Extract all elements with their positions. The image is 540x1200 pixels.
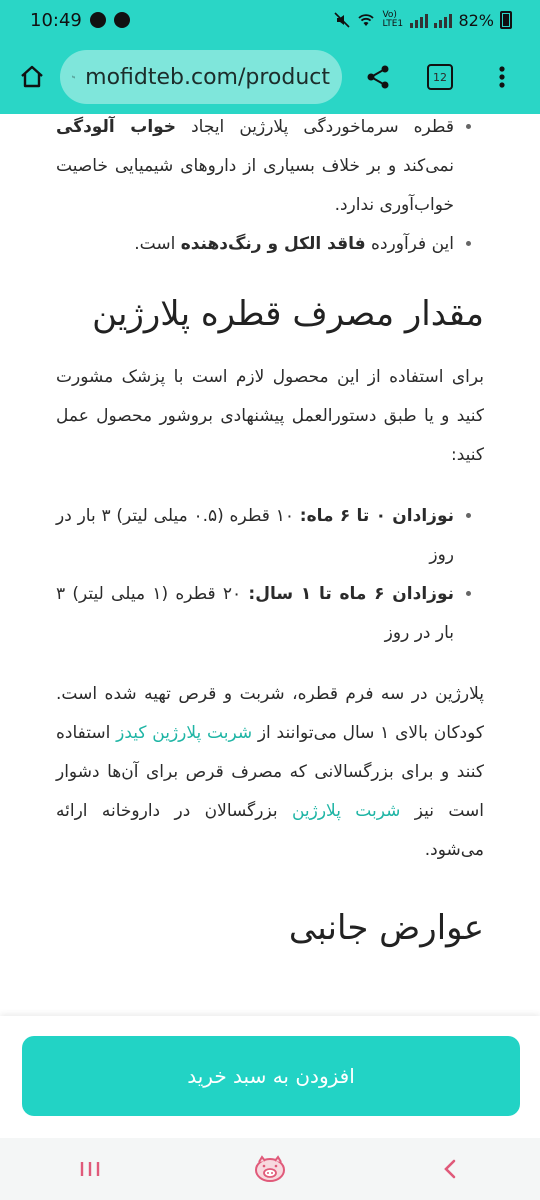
tabs-button[interactable] <box>420 57 460 97</box>
list-item: • قطره سرماخوردگی پلارژین ایجاد خواب آلودگی نمی‌کند و بر خلاف بسیاری از داروهای شیمیایی خاصیت خواب‌آوری ندارد. <box>56 114 454 225</box>
cloud-notification-icon <box>114 12 130 28</box>
site-settings-icon[interactable] <box>72 67 75 87</box>
recents-icon <box>79 1159 101 1179</box>
chat-notification-icon <box>90 12 106 28</box>
mute-icon <box>334 12 350 28</box>
address-bar[interactable] <box>60 50 342 104</box>
back-button[interactable] <box>420 1144 480 1194</box>
dosage-list <box>56 497 484 653</box>
side-effects-heading: عوارض جانبی <box>288 908 484 948</box>
kids-syrup-link[interactable]: شربت پلارژین کیدز <box>116 723 253 743</box>
status-bar <box>0 0 540 40</box>
home-nav-button[interactable] <box>240 1144 300 1194</box>
list-item: • نوزادان ۶ ماه تا ۱ سال: ۲۰ قطره (۱ میلی لیتر) ۳ بار در روز <box>56 575 454 653</box>
status-time: 10:49 <box>30 9 82 31</box>
cart-bar <box>0 1016 540 1138</box>
wifi-icon <box>356 12 376 28</box>
home-icon <box>18 63 46 91</box>
battery-level: 82% <box>458 10 494 30</box>
pig-home-icon <box>252 1154 288 1184</box>
url-text[interactable]: mofidteb.com/product <box>85 64 330 90</box>
list-item: • نوزادان ۰ تا ۶ ماه: ۱۰ قطره (۰.۵ میلی لیتر) ۳ بار در روز <box>56 497 454 575</box>
dosage-intro: برای استفاده از این محصول لازم است با پزشک مشورت کنید و یا طبق دستورالعمل پیشنهادی بروشور محصول عمل کنید: <box>56 367 484 465</box>
add-to-cart-button[interactable]: افزودن به سبد خرید <box>22 1036 520 1116</box>
dosage-heading: مقدار مصرف قطره پلارژین <box>92 294 484 334</box>
browser-toolbar <box>0 40 540 114</box>
tab-count: 12 <box>427 64 453 90</box>
feature-list <box>56 114 484 264</box>
list-item: • این فرآورده فاقد الکل و رنگ‌دهنده است. <box>56 225 454 264</box>
battery-icon <box>500 11 512 29</box>
system-nav-bar <box>0 1138 540 1200</box>
recents-button[interactable] <box>60 1144 120 1194</box>
menu-button[interactable] <box>482 57 522 97</box>
syrup-link[interactable]: شربت پلارژین <box>291 801 401 821</box>
forms-paragraph: پلارژین در سه فرم قطره، شربت و قرص تهیه شده است. کودکان بالای ۱ سال می‌توانند از شربت پلارژین کیدز استفاده کنند و برای بزرگسالانی که مصرف قرص برای آن‌ها دشوار است نیز شربت پلارژین بزرگسالان در داروخانه ارائه می‌شود. <box>56 684 484 860</box>
article-content <box>0 114 540 1014</box>
more-vertical-icon <box>498 65 506 89</box>
share-button[interactable] <box>358 57 398 97</box>
signal-2-icon <box>434 12 452 28</box>
signal-icon <box>410 12 428 28</box>
home-button[interactable] <box>12 57 52 97</box>
back-icon <box>442 1158 458 1180</box>
network-label: Vo) LTE1 <box>382 10 404 29</box>
share-icon <box>365 64 391 90</box>
